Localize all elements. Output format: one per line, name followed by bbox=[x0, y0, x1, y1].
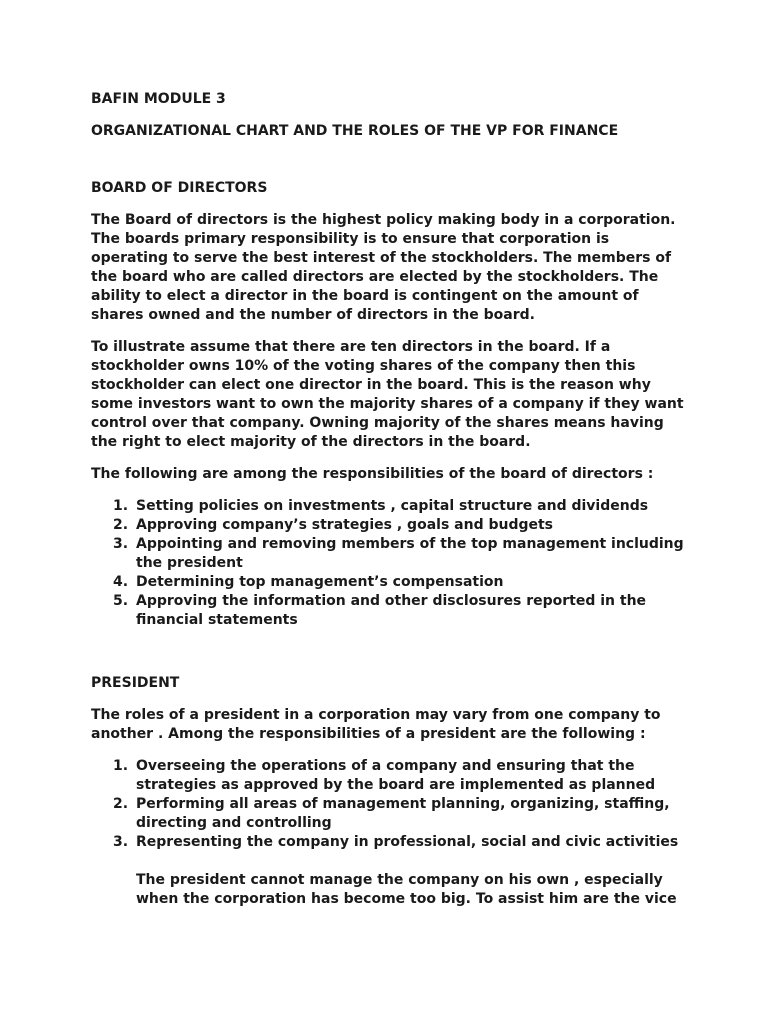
list-number: 2. bbox=[113, 517, 129, 533]
list-item-text: the president bbox=[136, 555, 243, 571]
list-item-text: Setting policies on investments , capital structure and dividends bbox=[136, 498, 649, 514]
text-line: another . Among the responsibilities of a president are the following : bbox=[91, 726, 646, 742]
text-line: The Board of directors is the highest policy making body in a corporation. bbox=[91, 212, 676, 228]
list-item bbox=[91, 795, 691, 833]
president-paragraph-1 bbox=[91, 706, 691, 744]
list-item bbox=[91, 516, 691, 535]
list-number: 3. bbox=[113, 536, 129, 552]
document-page bbox=[91, 90, 691, 909]
list-item-text: Appointing and removing members of the top management including bbox=[136, 536, 684, 552]
text-line: control over that company. Owning majority of the shares means having bbox=[91, 415, 664, 431]
text-line: The boards primary responsibility is to ensure that corporation is bbox=[91, 231, 610, 247]
list-number: 3. bbox=[113, 834, 129, 850]
list-item-text: Approving company’s strategies , goals and budgets bbox=[136, 517, 554, 533]
text-line: when the corporation has become too big. To assist him are the vice bbox=[136, 891, 677, 907]
list-item bbox=[91, 535, 691, 573]
board-heading: BOARD OF DIRECTORS bbox=[91, 180, 268, 196]
text-line: To illustrate assume that there are ten directors in the board. If a bbox=[91, 339, 611, 355]
text-line: operating to serve the best interest of the stockholders. The members of bbox=[91, 250, 672, 266]
list-item bbox=[91, 757, 691, 795]
main-title: ORGANIZATIONAL CHART AND THE ROLES OF THE VP FOR FINANCE bbox=[91, 123, 619, 139]
president-closing-paragraph bbox=[91, 871, 691, 909]
list-number: 1. bbox=[113, 498, 129, 514]
text-line: stockholder can elect one director in the board. This is the reason why bbox=[91, 377, 651, 393]
text-line: ability to elect a director in the board is contingent on the amount of bbox=[91, 288, 639, 304]
list-item-text: Representing the company in professional, social and civic activities bbox=[136, 834, 679, 850]
list-item-text: Overseeing the operations of a company and ensuring that the bbox=[136, 758, 635, 774]
list-item-text: Approving the information and other disclosures reported in the bbox=[136, 593, 647, 609]
board-paragraph-2 bbox=[91, 338, 691, 452]
board-paragraph-1 bbox=[91, 211, 691, 325]
list-item bbox=[91, 592, 691, 630]
list-number: 5. bbox=[113, 593, 129, 609]
text-line: some investors want to own the majority shares of a company if they want bbox=[91, 396, 684, 412]
text-line: stockholder owns 10% of the voting shares of the company then this bbox=[91, 358, 636, 374]
list-item bbox=[91, 573, 691, 592]
board-responsibilities-list bbox=[91, 497, 691, 630]
list-item-text: directing and controlling bbox=[136, 815, 332, 831]
module-title: BAFIN MODULE 3 bbox=[91, 91, 226, 107]
text-line: the right to elect majority of the directors in the board. bbox=[91, 434, 531, 450]
text-line: The roles of a president in a corporation may vary from one company to bbox=[91, 707, 661, 723]
list-number: 1. bbox=[113, 758, 129, 774]
text-line: The president cannot manage the company on his own , especially bbox=[136, 872, 663, 888]
list-item-text: financial statements bbox=[136, 612, 298, 628]
list-number: 2. bbox=[113, 796, 129, 812]
list-number: 4. bbox=[113, 574, 129, 590]
president-heading: PRESIDENT bbox=[91, 675, 180, 691]
board-list-intro: The following are among the responsibilities of the board of directors : bbox=[91, 466, 654, 482]
list-item-text: Performing all areas of management planning, organizing, staffing, bbox=[136, 796, 670, 812]
text-line: shares owned and the number of directors in the board. bbox=[91, 307, 535, 323]
president-responsibilities-list bbox=[91, 757, 691, 852]
list-item-text: strategies as approved by the board are implemented as planned bbox=[136, 777, 656, 793]
list-item-text: Determining top management’s compensation bbox=[136, 574, 504, 590]
list-item bbox=[91, 497, 691, 516]
text-line: the board who are called directors are elected by the stockholders. The bbox=[91, 269, 659, 285]
list-item bbox=[91, 833, 691, 852]
